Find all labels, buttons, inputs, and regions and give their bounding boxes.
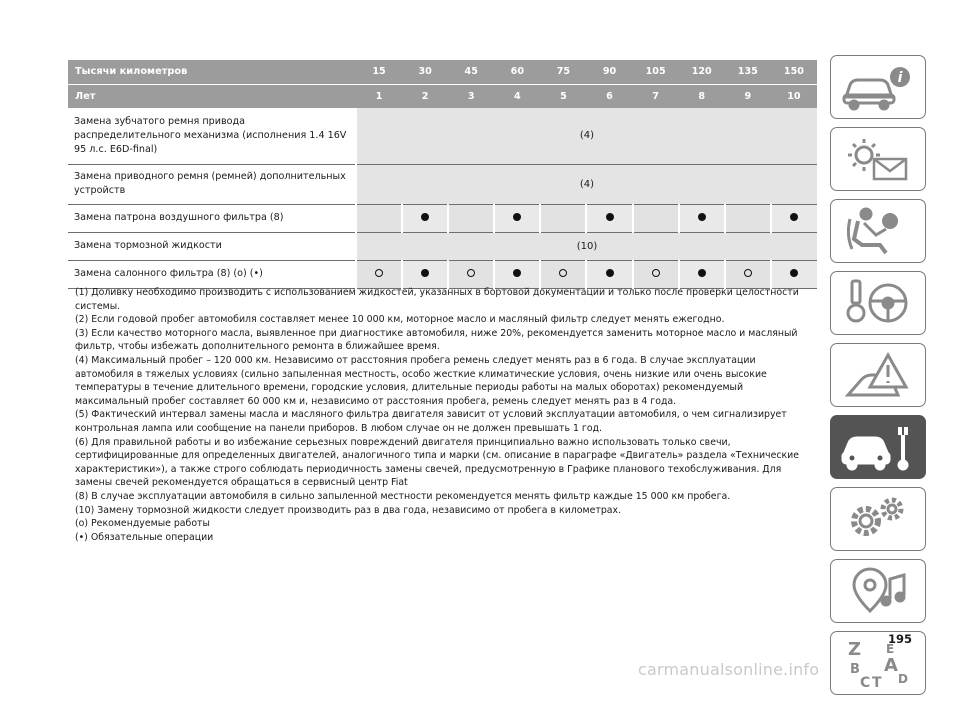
mandatory-dot-icon xyxy=(606,269,614,277)
years-header-cell: 3 xyxy=(467,90,475,102)
footnotes xyxy=(75,286,817,544)
mandatory-dot-icon xyxy=(698,269,706,277)
index-letter: T xyxy=(872,675,882,689)
index-letter: C xyxy=(860,675,871,689)
km-header-cell: 135 xyxy=(737,66,758,78)
chapter-tab-dashboard[interactable] xyxy=(830,127,926,191)
svg-text:i: i xyxy=(897,70,903,86)
seat-airbag-icon xyxy=(840,205,916,257)
chapter-tab-safety[interactable] xyxy=(830,199,926,263)
footnote: (3) Если качество моторного масла, выявленное при диагностике автомобиля, ниже 20%, рекомендуется заменить моторное масло и масляный фильтр, чтобы избежать дополнительного ремонта в ближайшее время. xyxy=(75,327,798,353)
watermark: carmanualsonline.info xyxy=(638,660,820,679)
years-header-cell: 10 xyxy=(787,90,801,102)
recommended-ring-icon xyxy=(744,269,752,277)
mark-cell xyxy=(725,204,771,232)
years-header-cell: 5 xyxy=(560,90,567,102)
mark-cell xyxy=(633,260,679,288)
km-header-row xyxy=(68,60,817,84)
years-header-row xyxy=(68,84,817,108)
recommended-ring-icon xyxy=(652,269,660,277)
mark-cell xyxy=(402,260,448,288)
chapter-tab-technical-data[interactable] xyxy=(830,487,926,551)
chapter-navigation xyxy=(830,55,928,703)
footnote: (о) Рекомендуемые работы xyxy=(75,518,210,530)
km-header-cell: 45 xyxy=(464,66,478,78)
km-header-cell: 60 xyxy=(510,66,524,78)
mark-cell xyxy=(540,204,586,232)
recommended-ring-icon xyxy=(559,269,567,277)
recommended-ring-icon xyxy=(375,269,383,277)
mandatory-dot-icon xyxy=(421,213,429,221)
mark-cell xyxy=(771,260,817,288)
mark-cell xyxy=(586,204,632,232)
km-header-label: Тысячи километров xyxy=(75,66,188,78)
index-letter: B xyxy=(850,662,860,677)
page-number: 195 xyxy=(888,632,913,646)
mandatory-dot-icon xyxy=(698,213,706,221)
warning-light-envelope-icon xyxy=(840,133,916,185)
mandatory-dot-icon xyxy=(513,269,521,277)
footnote: (5) Фактический интервал замены масла и масляного фильтра двигателя зависит от условий эксплуатации автомобиля, о чем сигнализирует контрольная лампа или сообщение на панели приборов. В любом случае он не должен превышать 1 год. xyxy=(75,409,787,434)
footnote: (10) Замену тормозной жидкости следует производить раз в два года, независимо от пробега в километрах. xyxy=(75,504,622,516)
index-letter: Z xyxy=(848,639,862,660)
chapter-tab-maintenance[interactable] xyxy=(830,415,926,479)
car-wrench-icon xyxy=(840,421,916,473)
km-header-cell: 150 xyxy=(783,66,804,78)
years-header-cell: 8 xyxy=(698,90,706,102)
table-row xyxy=(68,108,817,164)
mandatory-dot-icon xyxy=(606,213,614,221)
km-header-cell: 90 xyxy=(602,66,617,78)
mark-cell xyxy=(633,204,679,232)
key-steering-wheel-icon xyxy=(840,277,916,329)
index-letter: A xyxy=(884,655,898,676)
mark-cell xyxy=(679,204,725,232)
gears-icon xyxy=(840,493,916,545)
mark-cell xyxy=(356,260,402,288)
music-navigation-icon xyxy=(840,565,916,617)
mark-cell xyxy=(725,260,771,288)
km-header-cell: 75 xyxy=(556,66,571,78)
interval-note-cell: (4) xyxy=(356,164,817,204)
years-header-cell: 2 xyxy=(421,90,429,102)
table-row xyxy=(68,204,817,232)
footnote: (6) Для правильной работы и во избежание серьезных повреждений двигателя принципиально важно использовать только свечи, сертифицированные для определенных двигателей, аналогичного типа и марки (см. описание в параграфе «Двигатель» раздела «Технические характеристики»), а также строго соблюдать периодичность замены свечей, предусмотренную в Графике планового техобслуживания. Для замены свечей рекомендуется обращаться в сервисный центр Fiat xyxy=(75,436,800,489)
years-header-cell: 4 xyxy=(513,90,521,102)
chapter-tab-vehicle-info[interactable] xyxy=(830,55,926,119)
mark-cell xyxy=(586,260,632,288)
chapter-tab-emergency[interactable] xyxy=(830,343,926,407)
chapter-tab-multimedia[interactable] xyxy=(830,559,926,623)
mandatory-dot-icon xyxy=(421,269,429,277)
mark-cell xyxy=(448,204,494,232)
table-row xyxy=(68,232,817,260)
mark-cell xyxy=(448,260,494,288)
chapter-tab-starting-driving[interactable] xyxy=(830,271,926,335)
mark-cell xyxy=(402,204,448,232)
years-header-cell: 9 xyxy=(744,90,752,102)
index-letter: E xyxy=(886,642,895,656)
years-header-label: Лет xyxy=(75,90,96,102)
km-header-cell: 120 xyxy=(691,66,712,78)
footnote: (2) Если годовой пробег автомобиля составляет менее 10 000 км, моторное масло и масляный фильтр следует менять ежегодно. xyxy=(75,314,725,326)
table-row xyxy=(68,260,817,288)
mark-cell xyxy=(771,204,817,232)
interval-note-cell: (4) xyxy=(356,108,817,164)
table-row xyxy=(68,164,817,204)
operation-label: Замена приводного ремня (ремней) дополнительных устройств xyxy=(74,171,346,196)
years-header-cell: 6 xyxy=(606,90,613,102)
footnote: (4) Максимальный пробег – 120 000 км. Независимо от расстояния пробега ремень следует менять раз в 6 года. В случае эксплуатации автомобиля в тяжелых условиях (сильно запыленная местность, особо жесткие климатические условия, очень низкие или очень высокие температуры в течение длительного времени, городские условия, длительные периоды работы на малых оборотах) рекомендуемый максимальный пробег составляет 60 000 км и, независимо от расстояния пробега, ремень следует менять раз в 4 года. xyxy=(75,354,767,407)
years-header-cell: 7 xyxy=(652,90,659,102)
maintenance-schedule-table xyxy=(68,60,817,289)
road-warning-icon xyxy=(840,349,916,401)
years-header-cell: 1 xyxy=(375,90,383,102)
operation-label: Замена зубчатого ремня привода распределительного механизма (исполнения 1.4 16V 95 л.с. E6D-final) xyxy=(74,115,347,155)
mandatory-dot-icon xyxy=(790,213,798,221)
km-header-cell: 105 xyxy=(645,66,666,78)
operation-label: Замена салонного фильтра (8) (о) (•) xyxy=(74,268,263,279)
km-header-cell: 15 xyxy=(372,66,386,78)
operation-label: Замена патрона воздушного фильтра (8) xyxy=(74,212,284,223)
km-header-cell: 30 xyxy=(418,66,432,78)
mark-cell xyxy=(494,260,540,288)
mark-cell xyxy=(494,204,540,232)
footnote: (1) Доливку необходимо производить с использованием жидкостей, указанных в бортовой документации и только после проверки целостности системы. xyxy=(75,287,799,312)
operation-label: Замена тормозной жидкости xyxy=(74,240,222,251)
car-info-icon xyxy=(840,61,916,113)
footnote: (•) Обязательные операции xyxy=(75,531,214,543)
index-letter: D xyxy=(898,672,908,686)
footnote: (8) В случае эксплуатации автомобиля в сильно запыленной местности рекомендуется менять фильтр каждые 15 000 км пробега. xyxy=(75,490,731,502)
mark-cell xyxy=(679,260,725,288)
mark-cell xyxy=(356,204,402,232)
recommended-ring-icon xyxy=(467,269,475,277)
mark-cell xyxy=(540,260,586,288)
interval-note-cell: (10) xyxy=(356,232,817,260)
mandatory-dot-icon xyxy=(513,213,521,221)
mandatory-dot-icon xyxy=(790,269,798,277)
